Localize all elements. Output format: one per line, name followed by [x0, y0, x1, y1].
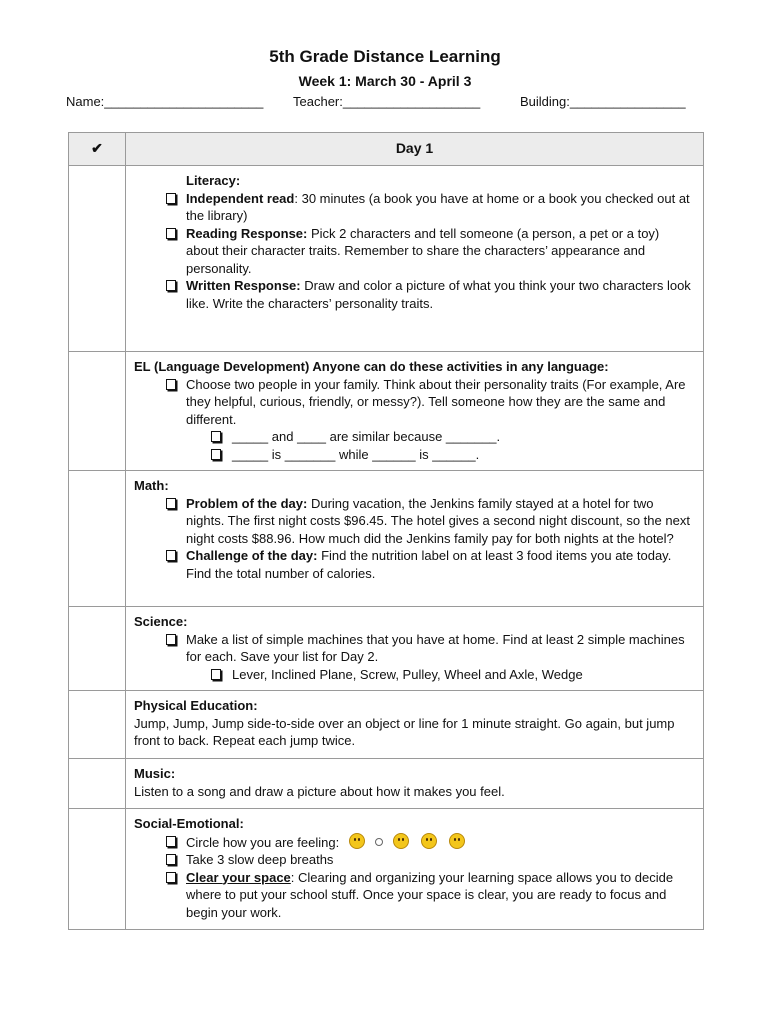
checkbox-cell[interactable]: [69, 809, 126, 930]
table-header-row: [69, 133, 704, 166]
checkbox-cell[interactable]: [69, 607, 126, 691]
science-cell: [126, 607, 704, 691]
section-heading: EL (Language Development) Anyone can do these activities in any language:: [134, 359, 609, 374]
straight-face-icon[interactable]: [393, 833, 409, 849]
checkmark-icon: ✔: [69, 133, 126, 166]
table-row-el: [69, 352, 704, 471]
list-item: _____ is _______ while ______ is ______.: [141, 446, 695, 464]
relieved-face-icon[interactable]: [421, 833, 437, 849]
list-item: Written Response: Draw and color a picture of what you think your two characters look like. Write the characters’ personality traits.: [141, 277, 695, 312]
list-item: Reading Response: Pick 2 characters and tell someone (a person, a pet or a toy) about their character traits. Remember to share the characters’ appearance and personality.: [141, 225, 695, 278]
activity-text: Listen to a song and draw a picture about how it makes you feel.: [134, 783, 505, 799]
el-cell: [126, 352, 704, 471]
math-cell: [126, 471, 704, 607]
list-item: Challenge of the day: Find the nutrition label on at least 3 food items you ate today. Find the total number of calories.: [141, 547, 695, 582]
list-item: Take 3 slow deep breaths: [141, 851, 695, 869]
section-heading: Physical Education:: [134, 698, 258, 713]
section-heading: Science:: [134, 614, 188, 629]
list-item: Choose two people in your family. Think about their personality traits (For example, Are they helpful, curious, friendly, or messy?). Tell someone how they are the same and different.: [141, 376, 695, 429]
section-heading: Social-Emotional:: [134, 816, 244, 831]
social-cell: [126, 809, 704, 930]
list-item: Problem of the day: During vacation, the Jenkins family stayed at a hotel for two nights. The first night costs $96.45. The hotel gives a second night discount, so the next night costs $88.96. How much did the Jenkins family pay for both nights at the hotel?: [141, 495, 695, 548]
section-heading: Math:: [134, 478, 169, 493]
checkbox-cell[interactable]: [69, 352, 126, 471]
checkbox-cell[interactable]: [69, 166, 126, 352]
page-subtitle: Week 1: March 30 - April 3: [298, 73, 472, 89]
page-title: 5th Grade Distance Learning: [269, 47, 501, 66]
checkbox-cell[interactable]: [69, 471, 126, 607]
name-field[interactable]: Name:______________________: [66, 94, 264, 109]
table-row-music: [69, 759, 704, 809]
neutral-face-icon[interactable]: [375, 838, 383, 846]
table-row-science: [69, 607, 704, 691]
music-cell: [126, 759, 704, 809]
list-item: _____ and ____ are similar because _______.: [141, 428, 695, 446]
list-item: Lever, Inclined Plane, Screw, Pulley, Wheel and Axle, Wedge: [141, 666, 695, 684]
happy-face-icon[interactable]: [349, 833, 365, 849]
pe-cell: [126, 691, 704, 759]
section-heading: Literacy:: [186, 173, 241, 188]
literacy-cell: [126, 166, 704, 352]
checkbox-cell[interactable]: [69, 759, 126, 809]
checkbox-cell[interactable]: [69, 691, 126, 759]
table-row-social: [69, 809, 704, 930]
section-heading: Music:: [134, 766, 176, 781]
laughing-face-icon[interactable]: [449, 833, 465, 849]
activity-text: Jump, Jump, Jump side-to-side over an object or line for 1 minute straight. Go again, but jump front to back. Repeat each jump twice.: [134, 715, 675, 748]
day-header: Day 1: [126, 133, 704, 166]
building-field[interactable]: Building:________________: [520, 94, 686, 109]
table-row-math: [69, 471, 704, 607]
list-item: Clear your space: Clearing and organizing your learning space allows you to decide where to put your school stuff. Once your space is clear, you are ready to focus and begin your work.: [141, 869, 695, 922]
list-item: Independent read: 30 minutes (a book you have at home or a book you checked out at the library): [141, 190, 695, 225]
teacher-field[interactable]: Teacher:___________________: [293, 94, 481, 109]
list-item: Circle how you are feeling:: [141, 833, 695, 852]
table-row-literacy: [69, 166, 704, 352]
table-row-pe: [69, 691, 704, 759]
activity-table: [68, 132, 704, 930]
list-item: Make a list of simple machines that you have at home. Find at least 2 simple machines for each. Save your list for Day 2.: [141, 631, 695, 666]
